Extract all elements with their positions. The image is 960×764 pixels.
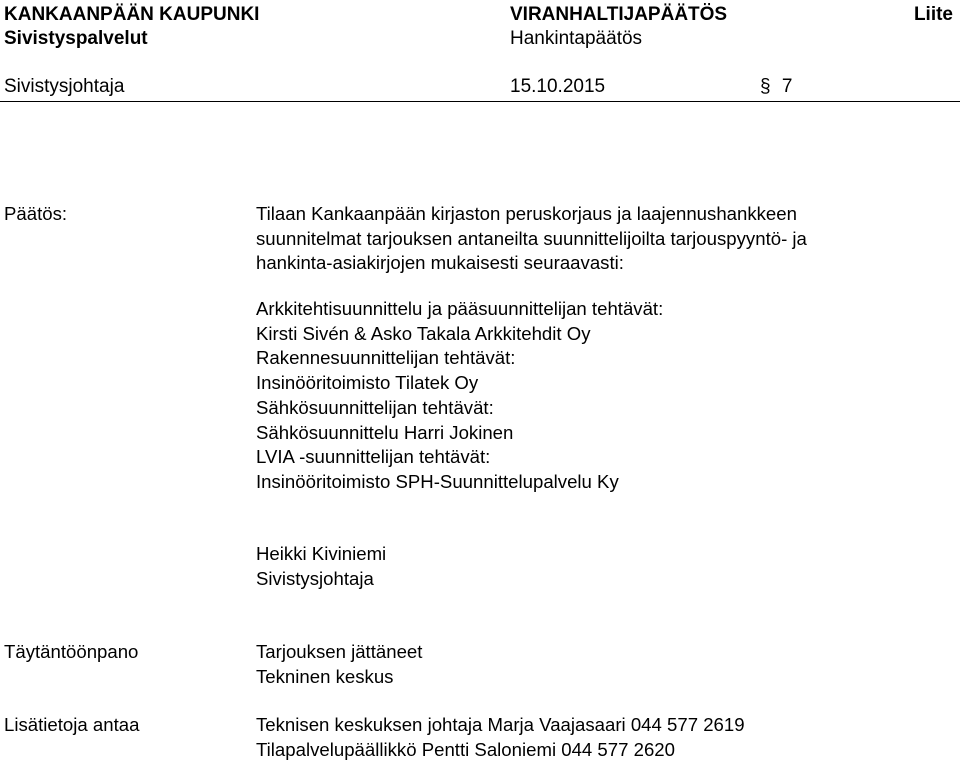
signatory-name: Heikki Kiviniemi [256, 543, 387, 564]
assignment-firm: Insinööritoimisto Tilatek Oy [256, 372, 479, 394]
org-name: KANKAANPÄÄN KAUPUNKI [4, 4, 260, 25]
decision-intro-line: suunnitelmat tarjouksen antaneilta suunnittelijoilta tarjouspyyntö- ja [256, 227, 807, 249]
assignment-firm: Insinööritoimisto SPH-Suunnittelupalvelu Ky [256, 470, 619, 492]
implementation-label: Täytäntöönpano [4, 641, 139, 662]
signatory-title: Sivistysjohtaja [256, 567, 374, 589]
document-subject: Hankintapäätös [510, 28, 643, 49]
implementation-recipients [256, 640, 422, 689]
contact-label: Lisätietoja antaa [4, 714, 140, 735]
section-reference [760, 76, 792, 98]
header-divider [0, 101, 960, 102]
section-number: 7 [781, 76, 793, 97]
decision-intro-line: Tilaan Kankaanpään kirjaston peruskorjaus ja laajennushankkeen [256, 203, 797, 224]
assignment-role: Rakennesuunnittelijan tehtävät: [256, 347, 516, 369]
contact-line: Tilapalvelupäällikkö Pentti Saloniemi 044 577 2620 [256, 738, 675, 760]
decision-intro [256, 202, 807, 276]
contact-info [256, 713, 745, 762]
assignment-role: LVIA -suunnittelijan tehtävät: [256, 446, 491, 468]
signature-block [256, 542, 386, 591]
assignment-list [256, 297, 663, 495]
decision-date: 15.10.2015 [510, 76, 606, 97]
contact-line: Teknisen keskuksen johtaja Marja Vaajasaari 044 577 2619 [256, 714, 745, 735]
document-type: VIRANHALTIJAPÄÄTÖS [510, 4, 728, 25]
assignment-firm: Sähkösuunnittelu Harri Jokinen [256, 421, 514, 443]
recipient: Tarjouksen jättäneet [256, 641, 423, 662]
recipient: Tekninen keskus [256, 665, 394, 687]
official-title: Sivistysjohtaja [4, 76, 125, 97]
department: Sivistyspalvelut [4, 28, 148, 49]
assignment-role: Arkkitehtisuunnittelu ja pääsuunnittelijan tehtävät: [256, 298, 664, 319]
decision-label: Päätös: [4, 203, 68, 224]
assignment-role: Sähkösuunnittelijan tehtävät: [256, 396, 494, 418]
decision-intro-line: hankinta-asiakirjojen mukaisesti seuraavasti: [256, 252, 624, 274]
section-symbol: § [760, 76, 771, 97]
assignment-firm: Kirsti Sivén & Asko Takala Arkkitehdit Oy [256, 322, 591, 344]
attachment-label: Liite [913, 4, 953, 25]
